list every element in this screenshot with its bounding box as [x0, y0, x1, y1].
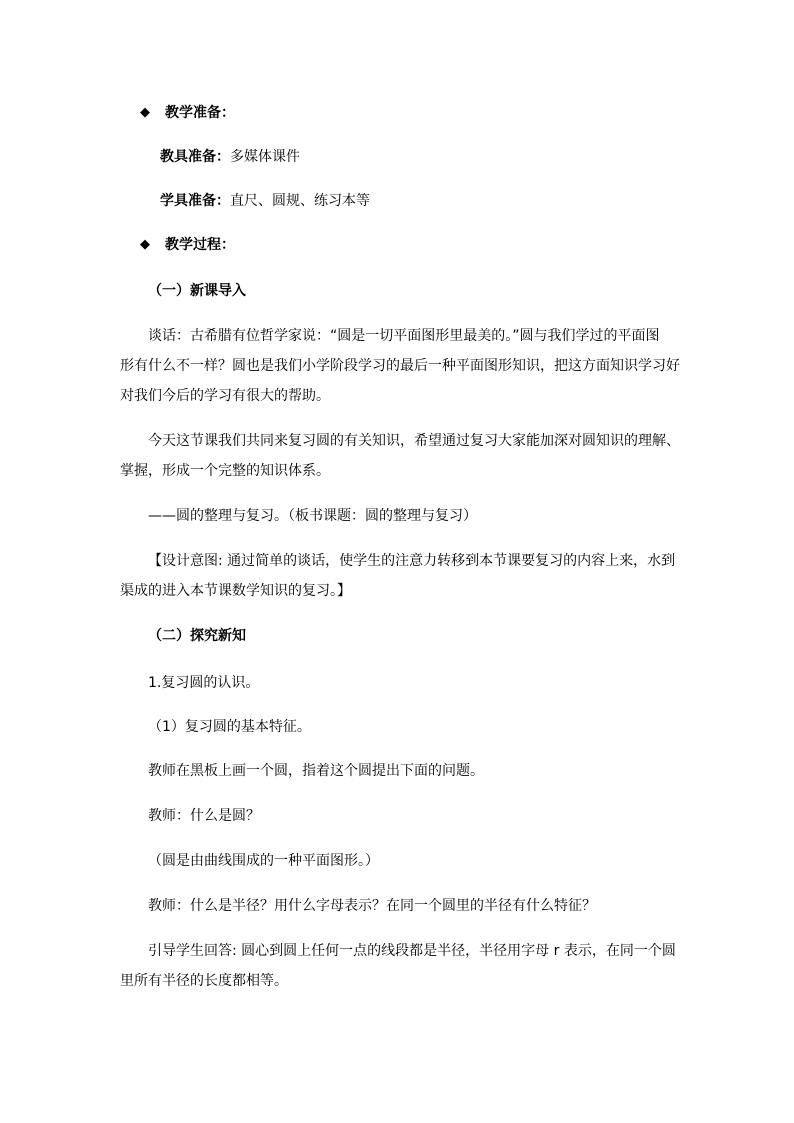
student-prep-value: 直尺、圆规、练习本等	[230, 193, 370, 209]
section2-title: （二）探究新知	[148, 628, 246, 644]
student-prep-line	[160, 191, 370, 211]
design-intent-line2: 渠成的进入本节课数学知识的复习。】	[120, 583, 351, 599]
para1-line2: 形有什么不一样？圆也是我们小学阶段学习的最后一种平面图形知识，把这方面知识学习好	[120, 358, 680, 374]
para1-line3: 对我们今后的学习有很大的帮助。	[120, 388, 330, 404]
answer1: （圆是由曲线围成的一种平面图形。）	[148, 853, 379, 869]
item1: 1.复习圆的认识。	[148, 675, 260, 691]
design-intent-line1: 【设计意图: 通过简单的谈话，使学生的注意力转移到本节课要复习的内容上来，水到	[148, 553, 676, 569]
teacher-prep-label: 教具准备：	[160, 149, 230, 165]
teacher-prep-line	[160, 147, 300, 167]
bullet-diamond-icon: ◆	[140, 105, 150, 120]
student-prep-label: 学具准备：	[160, 193, 230, 209]
para3: ——圆的整理与复习。（板书课题：圆的整理与复习）	[148, 508, 477, 524]
process-heading: 教学过程：	[165, 237, 235, 253]
question2: 教师：什么是半径？用什么字母表示？在同一个圆里的半径有什么特征？	[148, 898, 596, 914]
answer2-line2: 里所有半径的长度都相等。	[120, 973, 288, 989]
section1-title: （一）新课导入	[148, 283, 246, 299]
teacher-prep-value: 多媒体课件	[230, 149, 300, 165]
bullet-diamond-icon: ◆	[140, 237, 150, 252]
answer2-line1: 引导学生回答: 圆心到圆上任何一点的线段都是半径，半径用字母 r 表示，在同一个圆	[148, 943, 676, 959]
para2-line1: 今天这节课我们共同来复习圆的有关知识，希望通过复习大家能加深对圆知识的理解、	[148, 433, 680, 449]
para2-line2: 掌握，形成一个完整的知识体系。	[120, 463, 330, 479]
question1: 教师：什么是圆？	[148, 808, 260, 824]
item1-sub: （1）复习圆的基本特征。	[148, 719, 311, 735]
para4: 教师在黑板上画一个圆，指着这个圆提出下面的问题。	[148, 763, 484, 779]
prep-heading: 教学准备：	[165, 105, 235, 121]
para1-line1: 谈话：古希腊有位哲学家说：“圆是一切平面图形里最美的。”圆与我们学过的平面图	[148, 328, 660, 344]
